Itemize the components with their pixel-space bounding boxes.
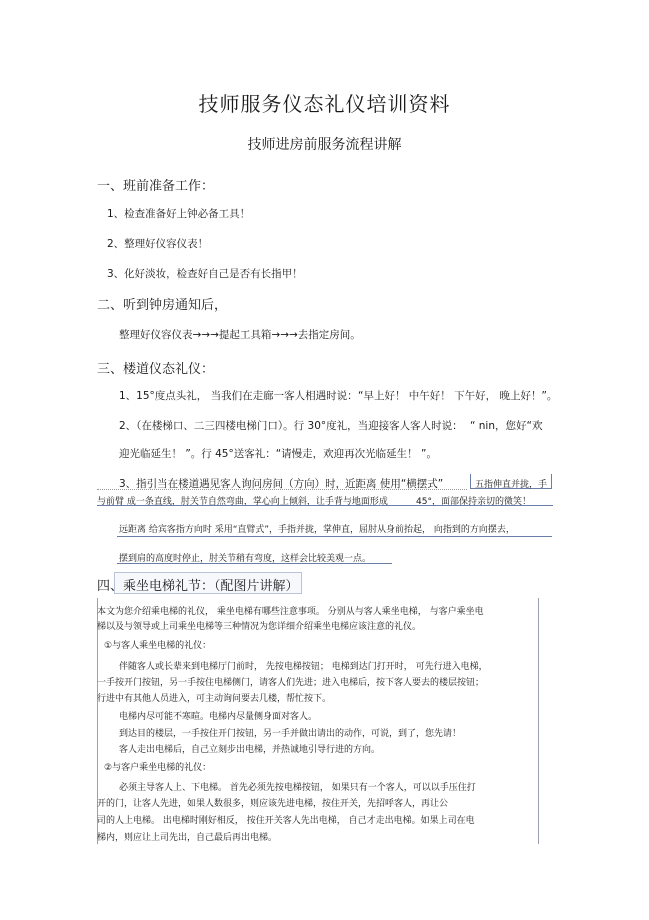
passage-line: 开的门，让客人先进，如果人数很多，则应该先进电梯，按住开关，先招呼客人，再让公 [97, 799, 449, 809]
section3-item2-c: 迎光临延生！ ”。行 45°送客礼：“请慢走，欢迎再次光临延生！ ”。 [119, 448, 437, 460]
section3-item3-g: 摆到肩的高度时停止，肘关节稍有弯度，这样会比较美观一点。 [119, 554, 372, 564]
section2-heading: 二、听到钟房通知后， [97, 298, 228, 313]
section3-item2-a: 2、（在楼梯口、二三四楼电梯门口）。行 30°度礼，当迎接客人客人时说： [119, 420, 463, 432]
passage-line: ②与客户乘坐电梯的礼仪： [104, 763, 212, 773]
divider [97, 505, 553, 506]
passage-line: 客人走出电梯后，自己立刻步出电梯，并热诚地引导行进的方向。 [119, 745, 381, 755]
section3-item1-a: 1、15°度点头礼， 当我们在走廊一客人相遇时说： [119, 390, 358, 402]
section3-item3-f: 远距离 给宾客指方向时 采用“直臂式”，手指并拢，掌伸直，屈肘从身前抬起， 向指到的方向摆去， [119, 525, 515, 535]
section1-item-2: 2、整理好仪容仪表！ [107, 238, 209, 250]
passage-line: 电梯内尽可能不寒暄。电梯内尽量侧身面对客人。 [119, 712, 318, 722]
passage-line: 本文为您介绍乘电梯的礼仪， 乘坐电梯有哪些注意事项。 分别从与客人乘坐电梯， 与客户乘坐电 [97, 607, 484, 617]
section2-text: 整理好仪容仪表→→→提起工具箱→→→去指定房间。 [119, 329, 361, 341]
document-title: 技师服务仪态礼仪培训资料 [198, 92, 451, 116]
passage-line: ①与客人乘坐电梯的礼仪： [104, 641, 212, 651]
section3-item3-e: 45°，面部保持亲切的微笑！ [416, 497, 531, 507]
section3-item3-c: 五指伸直并拢，手 [475, 480, 548, 490]
section3-item3-a: 3、指引当在楼道遇见客人询问房间（方向）时， [119, 478, 347, 490]
section3-item3-d: 与前臂 成一条直线，肘关节自然弯曲，掌心向上倾斜，让手背与地面形成 [97, 497, 388, 507]
divider [117, 563, 392, 564]
passage-line: 司的人上电梯。 出电梯时刚好相反， 按住开关客人先出电梯， 自己才走出电梯。如果上司在电 [97, 816, 475, 826]
section3-item1-b: “早上好！ 中午好！ 下午好， 晚上好！”。 [358, 390, 558, 402]
passage-line: 梯内，则应让上司先出，自己最后再出电梯。 [97, 833, 278, 843]
section1-item-1: 1、检查准备好上钟必备工具！ [107, 208, 251, 220]
section3-item3-b: 近距离 使用“横摆式” [345, 478, 444, 490]
passage-line: 行进中有其他人员进入，可主动询问要去几楼，帮忙按下。 [97, 694, 332, 704]
passage-line: 梯以及与领导或上司乘坐电梯等三种情况为您详细介绍乘坐电梯应该注意的礼仪。 [97, 622, 422, 632]
passage-line: 伴随客人或长辈来到电梯厅门前时， 先按电梯按钮； 电梯到达门打开时， 可先行进入电梯， [119, 662, 488, 672]
divider-dotted [97, 489, 467, 490]
section1-item-3: 3、化好淡妆，检查好自己是否有长指甲！ [107, 268, 303, 280]
passage-line: 到达目的楼层，一手按住开门按钮，另一手并做出请出的动作，可说，到了，您先请！ [119, 729, 462, 739]
section3-heading: 三、楼道仪态礼仪： [97, 362, 215, 377]
passage-line: 一手按开门按钮，另一手按住电梯侧门，请客人们先进；进入电梯后，按下客人要去的楼层按钮； [97, 678, 485, 688]
section1-heading: 一、班前准备工作： [97, 179, 215, 194]
document-subtitle: 技师进房前服务流程讲解 [247, 137, 402, 153]
divider [117, 536, 552, 537]
section4-heading: 四、乘坐电梯礼节：（配图片讲解） [97, 579, 299, 594]
passage-line: 必须主导客人上、下电梯。 首先必须先按电梯按钮， 如果只有一个客人，可以以手压住打 [119, 783, 476, 793]
section3-item2-b: “ nin，您好“欢 [470, 420, 543, 432]
